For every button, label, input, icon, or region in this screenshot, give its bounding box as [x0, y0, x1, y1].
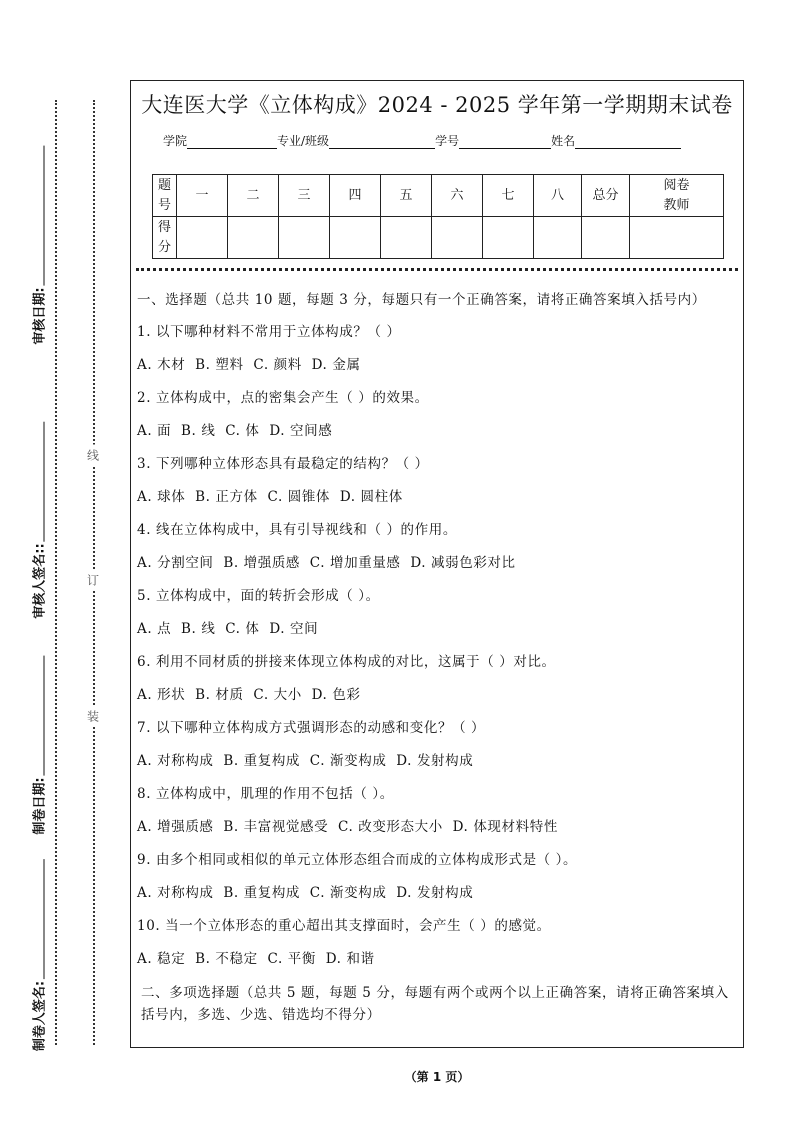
binding-char-zhuang: 装: [87, 706, 99, 727]
col-header: 一: [177, 175, 228, 217]
question-options: A. 稳定 B. 不稳定 C. 平衡 D. 和谐: [137, 951, 375, 967]
question-text: 8. 立体构成中，肌理的作用不包括（ ）。: [137, 786, 394, 802]
section1-heading: 一、选择题（总共 10 题，每题 3 分，每题只有一个正确答案，请将正确答案填入括号内）: [137, 292, 706, 308]
binding-char-xian: 线: [87, 445, 99, 466]
col-header: 五: [381, 175, 432, 217]
college-input[interactable]: [187, 136, 277, 149]
name-input[interactable]: [575, 136, 681, 149]
student-info-row: [163, 132, 681, 149]
label: 制卷日期:: [32, 777, 48, 835]
question-text: 4. 线在立体构成中，具有引导视线和（ ）的作用。: [137, 522, 457, 538]
col-header: 三: [279, 175, 330, 217]
question-options: A. 形状 B. 材质 C. 大小 D. 色彩: [137, 687, 361, 703]
question-list: [137, 316, 737, 976]
question-text: 6. 利用不同材质的拼接来体现立体构成的对比，这属于（ ）对比。: [137, 654, 556, 670]
question-options: A. 对称构成 B. 重复构成 C. 渐变构成 D. 发射构成: [137, 885, 474, 901]
question-options: A. 对称构成 B. 重复构成 C. 渐变构成 D. 发射构成: [137, 753, 474, 769]
col-header: 二: [228, 175, 279, 217]
question-text: 2. 立体构成中，点的密集会产生（ ）的效果。: [137, 390, 429, 406]
binding-char-ding: 订: [87, 570, 99, 591]
question-text: 7. 以下哪种立体构成方式强调形态的动感和变化？（ ）: [137, 720, 486, 736]
label: 审核日期:: [32, 287, 48, 345]
label: 制卷人签名:: [32, 980, 48, 1052]
question-options: A. 面 B. 线 C. 体 D. 空间感: [137, 423, 333, 439]
question-text: 3. 下列哪种立体形态具有最稳定的结构？（ ）: [137, 456, 429, 472]
question-options: A. 球体 B. 正方体 C. 圆锥体 D. 圆柱体: [137, 489, 403, 505]
row-label-score: 得分: [153, 217, 177, 259]
question-options: A. 点 B. 线 C. 体 D. 空间: [137, 621, 319, 637]
question-text: 1. 以下哪种材料不常用于立体构成？（ ）: [137, 324, 401, 340]
question-options: A. 分割空间 B. 增强质感 C. 增加重量感 D. 减弱色彩对比: [137, 555, 516, 571]
col-header: 八: [534, 175, 582, 217]
score-table: [152, 174, 724, 259]
score-cell[interactable]: [228, 217, 279, 259]
question-options: A. 木材 B. 塑料 C. 颜料 D. 金属: [137, 357, 361, 373]
score-cell[interactable]: [630, 217, 724, 259]
exam-page-frame: [130, 80, 744, 1048]
college-label: 学院: [163, 134, 188, 148]
underline: [32, 859, 45, 979]
reviewer-signature-field: [29, 421, 48, 618]
maker-date-field: [29, 655, 48, 834]
table-row: [153, 175, 724, 217]
question-text: 9. 由多个相同或相似的单元立体形态组合而成的立体构成形式是（ ）。: [137, 852, 578, 868]
score-cell[interactable]: [432, 217, 483, 259]
score-cell[interactable]: [279, 217, 330, 259]
score-cell[interactable]: [483, 217, 534, 259]
page-number: （第 1 页）: [404, 1070, 470, 1084]
score-cell[interactable]: [534, 217, 582, 259]
col-header: 总分: [582, 175, 630, 217]
maker-signature-field: [29, 859, 48, 1051]
section2-heading: 二、多项选择题（总共 5 题，每题 5 分，每题有两个或两个以上正确答案，请将正确答案填入括号内，多选、少选、错选均不得分）: [141, 985, 729, 1023]
student-id-label: 学号: [435, 134, 460, 148]
score-cell[interactable]: [582, 217, 630, 259]
review-date-field: [29, 145, 48, 344]
student-id-input[interactable]: [459, 136, 551, 149]
major-class-input[interactable]: [329, 136, 435, 149]
question-text: 10. 当一个立体形态的重心超出其支撑面时，会产生（ ）的感觉。: [137, 918, 551, 934]
row-label-question-number: 题号: [153, 175, 177, 217]
question-options: A. 增强质感 B. 丰富视觉感受 C. 改变形态大小 D. 体现材料特性: [137, 819, 558, 835]
label: 审核人签名::: [32, 543, 48, 619]
score-cell[interactable]: [381, 217, 432, 259]
major-class-label: 专业/班级: [277, 134, 330, 148]
col-header: 七: [483, 175, 534, 217]
exam-body: [137, 289, 737, 1026]
underline: [32, 421, 45, 541]
underline: [32, 145, 45, 285]
dotted-separator: [136, 268, 738, 271]
question-text: 5. 立体构成中，面的转折会形成（ ）。: [137, 588, 380, 604]
table-row: [153, 217, 724, 259]
col-header: 四: [330, 175, 381, 217]
underline: [32, 655, 45, 775]
exam-title: 大连医大学《立体构成》2024 - 2025 学年第一学期期末试卷: [141, 93, 733, 117]
col-header: 六: [432, 175, 483, 217]
name-label: 姓名: [551, 134, 576, 148]
score-cell[interactable]: [177, 217, 228, 259]
col-header: 阅卷教师: [630, 175, 724, 217]
margin-dotted-line-outer: [55, 100, 57, 1045]
score-cell[interactable]: [330, 217, 381, 259]
